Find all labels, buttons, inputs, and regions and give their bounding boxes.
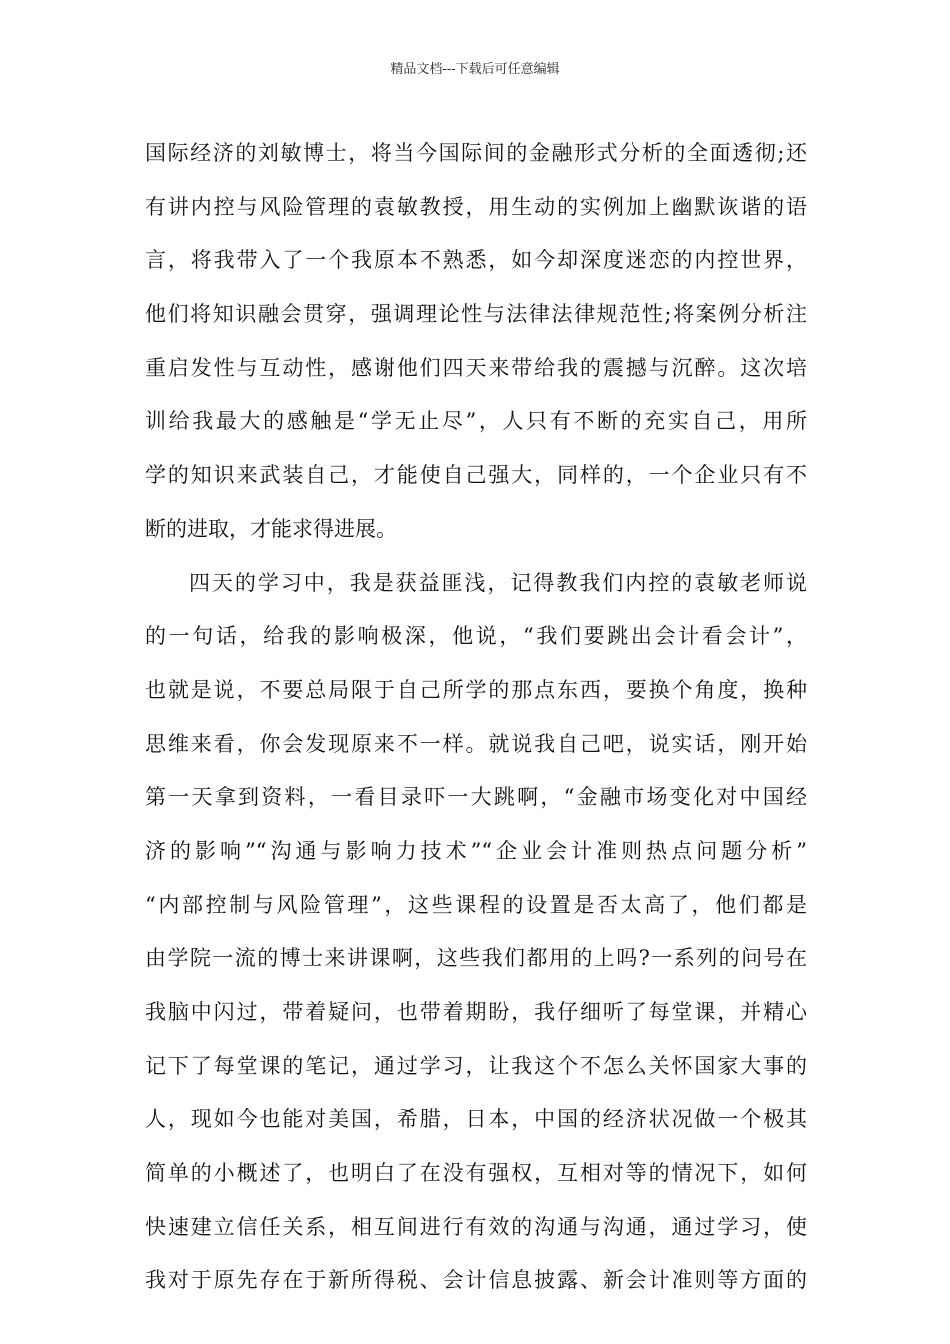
text-line: 有讲内控与风险管理的袁敏教授，用生动的实例加上幽默诙谐的语	[145, 194, 807, 219]
text-line: 快速建立信任关系，相互间进行有效的沟通与沟通，通过学习，使	[145, 1214, 807, 1239]
text-line: 言，将我带入了一个我原本不熟悉，如今却深度迷恋的内控世界，	[145, 248, 807, 273]
text-line: 济的影响”“沟通与影响力技术”“企业会计准则热点问题分析”	[145, 838, 807, 863]
text-line: 由学院一流的博士来讲课啊，这些我们都用的上吗?一系列的问号在	[145, 946, 807, 971]
text-line: 四天的学习中，我是获益匪浅，记得教我们内控的袁敏老师说	[189, 570, 807, 595]
text-line: 学的知识来武装自己，才能使自己强大，同样的，一个企业只有不	[145, 463, 807, 488]
text-line: 重启发性与互动性，感谢他们四天来带给我的震撼与沉醉。这次培	[145, 355, 807, 380]
text-line: 的一句话，给我的影响极深，他说，“我们要跳出会计看会计”，	[145, 624, 807, 649]
text-line: 人，现如今也能对美国，希腊，日本，中国的经济状况做一个极其	[145, 1107, 807, 1132]
text-line: 我脑中闪过，带着疑问，也带着期盼，我仔细听了每堂课，并精心	[145, 1000, 807, 1024]
text-line: 我对于原先存在于新所得税、会计信息披露、新会计准则等方面的	[145, 1268, 807, 1293]
text-line: 第一天拿到资料，一看目录吓一大跳啊，“金融市场变化对中国经	[145, 785, 807, 810]
text-line: 简单的小概述了，也明白了在没有强权，互相对等的情况下，如何	[145, 1161, 807, 1186]
text-line: 也就是说，不要总局限于自己所学的那点东西，要换个角度，换种	[145, 677, 807, 702]
text-line: 他们将知识融会贯穿，强调理论性与法律法律规范性;将案例分析注	[145, 302, 807, 327]
paragraph-1	[145, 127, 807, 557]
text-line: 思维来看，你会发现原来不一样。就说我自己吧，说实话，刚开始	[145, 731, 807, 756]
text-line: 国际经济的刘敏博士，将当今国际间的金融形式分析的全面透彻;还	[145, 141, 807, 165]
text-line: “内部控制与风险管理”，这些课程的设置是否太高了，他们都是	[145, 892, 807, 917]
text-line: 断的进取，才能求得进展。	[145, 516, 397, 541]
text-line: 训给我最大的感触是“学无止尽”，人只有不断的充实自己，用所	[145, 409, 807, 434]
page-header: 精品文档---下载后可任意编辑	[390, 62, 560, 77]
text-line: 记下了每堂课的笔记，通过学习，让我这个不怎么关怀国家大事的	[145, 1053, 807, 1078]
paragraph-2	[145, 557, 807, 1309]
document-body	[145, 127, 807, 1308]
